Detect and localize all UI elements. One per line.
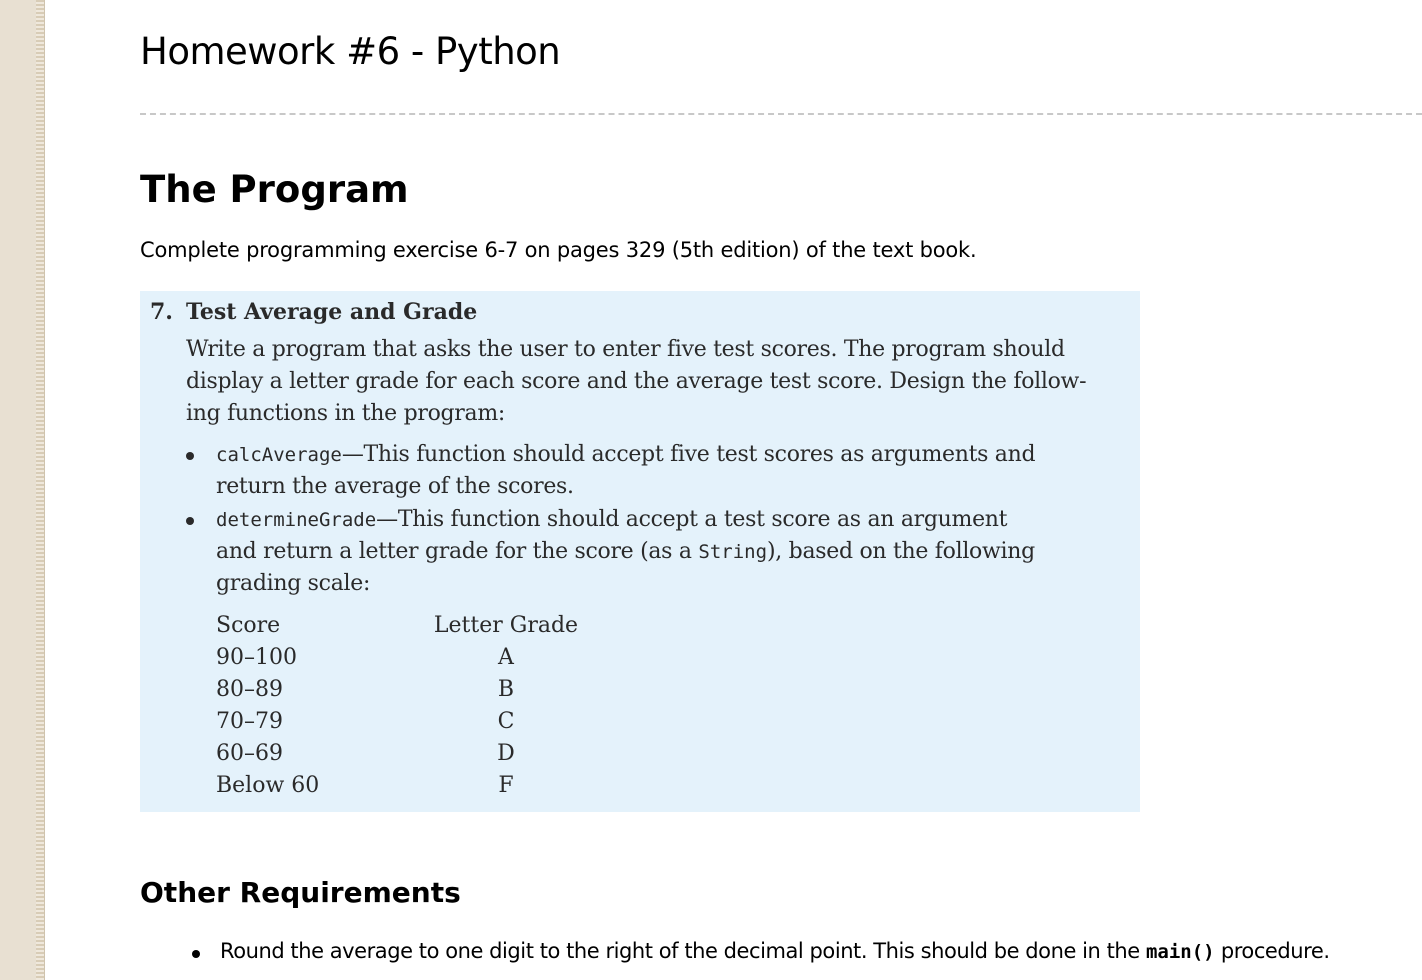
requirement-text: procedure. — [1214, 939, 1330, 963]
bullet-text: —This function should accept five test scores as arguments and — [341, 442, 1036, 467]
function-name-calcaverage: calcAverage — [216, 444, 342, 466]
bullet-text: grading scale: — [216, 571, 371, 596]
bullet-text: return the average of the scores. — [216, 474, 574, 499]
program-intro: Complete programming exercise 6-7 on pages 329 (5th edition) of the text book. — [140, 238, 977, 262]
bullet-dot — [186, 452, 194, 460]
other-requirements-heading: Other Requirements — [140, 876, 461, 909]
grading-row-grade: B — [497, 677, 515, 702]
bullet-text: ), based on the following — [767, 539, 1035, 564]
grading-row-score: 90–100 — [216, 645, 297, 670]
left-rail — [0, 0, 36, 980]
exercise-description-line: ing functions in the program: — [186, 401, 506, 426]
type-name-string: String — [698, 541, 768, 563]
grading-header-letter-grade: Letter Grade — [433, 613, 579, 638]
requirement-text: Round the average to one digit to the right of the decimal point. This should be done in the — [220, 939, 1146, 963]
exercise-title: Test Average and Grade — [186, 299, 478, 325]
bullet-determinegrade-line — [216, 539, 1035, 564]
page-title: Homework #6 - Python — [140, 30, 561, 73]
grading-row-score: 60–69 — [216, 741, 283, 766]
grading-row-grade: C — [497, 709, 515, 734]
grading-row-score: 70–79 — [216, 709, 283, 734]
function-name-determinegrade: determineGrade — [216, 509, 377, 531]
requirement-bullet-dot — [192, 950, 200, 958]
left-rail-edge — [36, 0, 45, 980]
program-heading: The Program — [140, 168, 409, 211]
bullet-determinegrade-line — [216, 507, 1007, 532]
grading-row-grade: F — [498, 773, 514, 798]
bullet-dot — [186, 517, 194, 525]
grading-row-grade: D — [497, 741, 515, 766]
bullet-calcaverage-line — [216, 442, 1035, 467]
exercise-description-line: display a letter grade for each score and the average test score. Design the follow- — [186, 369, 1087, 394]
bullet-text: and return a letter grade for the score (as a — [216, 539, 699, 564]
title-divider — [140, 113, 1422, 115]
grading-row-grade: A — [498, 645, 514, 670]
requirement-item — [220, 939, 1330, 963]
grading-header-score: Score — [216, 613, 281, 638]
code-main: main() — [1145, 941, 1215, 963]
exercise-description-line: Write a program that asks the user to enter five test scores. The program should — [186, 337, 1065, 362]
bullet-text: —This function should accept a test score as an argument — [376, 507, 1008, 532]
grading-row-score: 80–89 — [216, 677, 283, 702]
grading-row-score: Below 60 — [216, 773, 320, 798]
textbook-excerpt — [140, 291, 1140, 812]
exercise-number: 7. — [150, 299, 173, 325]
